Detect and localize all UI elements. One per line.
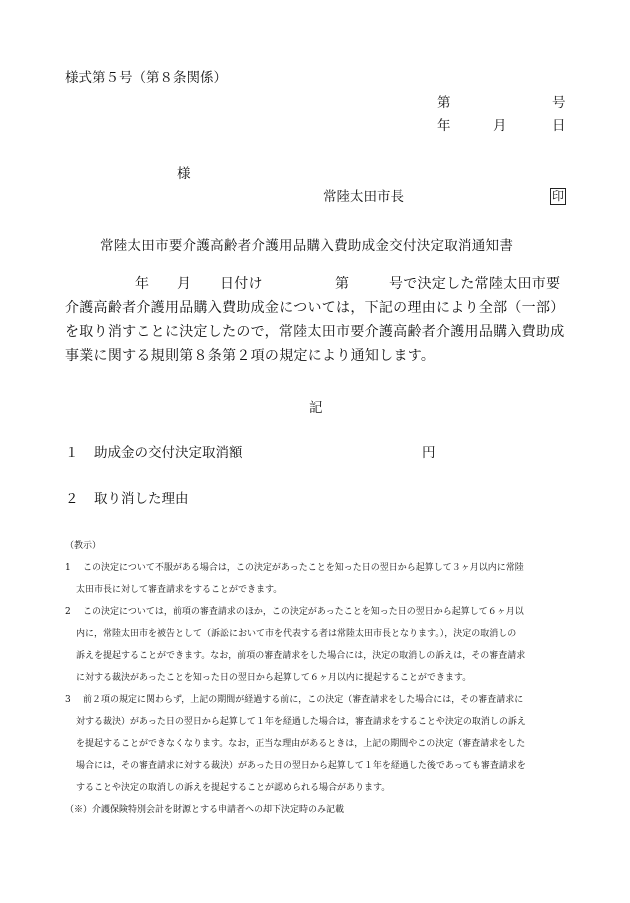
- notice-line: この決定について不服がある場合は，この決定があったことを知った日の翌日から起算して３ヶ月以内に常陸: [83, 563, 524, 573]
- seal-mark: [550, 185, 566, 205]
- doc-number-suffix: 号: [552, 95, 566, 111]
- notice-line: 内に，常陸太田市を被告として（訴訟において市を代表する者は常陸太田市長となります。），決定の取消しの: [76, 629, 517, 639]
- item1-number: １: [65, 445, 79, 461]
- item1-unit: 円: [422, 445, 436, 461]
- notice-line: に対する裁決があったことを知った日の翌日から起算して６ヶ月以内に提起することができます。: [76, 673, 472, 683]
- date-day: 日: [552, 118, 566, 134]
- notice-line: することや決定の取消しの訴えを提起することが認められる場合があります。: [76, 783, 391, 793]
- body-dated: 日付け: [220, 276, 263, 292]
- body-decided: 号で決定した常陸太田市要: [389, 276, 561, 292]
- date-year: 年: [437, 118, 451, 134]
- body-no: 第: [335, 276, 350, 292]
- item2-number: ２: [65, 491, 79, 507]
- form-number: 様式第５号（第８条関係）: [65, 70, 227, 86]
- notice-heading: （教示）: [65, 541, 102, 551]
- notice-line: 場合には，その審査請求に対する裁決）があった日の翌日から起算して１年を経過した後であっても審査請求を: [76, 761, 526, 771]
- notice-line: 前２項の規定に関わらず，上記の期間が経過する前に，この決定（審査請求をした場合には，その審査請求に: [83, 695, 524, 705]
- body-line-4: 事業に関する規則第８条第２項の規定により通知します。: [65, 348, 436, 364]
- recipient-suffix: 様: [177, 166, 191, 182]
- body-line-2: 介護高齢者介護用品購入費助成金については，下記の理由により全部（一部）: [65, 300, 565, 316]
- notice-line: 太田市長に対して審査請求をすることができます。: [76, 585, 283, 595]
- notice-line: この決定については，前項の審査請求のほか，この決定があったことを知った日の翌日から起算して６ヶ月以: [83, 607, 524, 617]
- issuer-name: 常陸太田市長: [323, 189, 404, 205]
- notice-item-2: [65, 601, 570, 623]
- ki-marker: 記: [309, 400, 323, 416]
- notice-line: 訴えを提起することができます。なお，前項の審査請求をした場合には，決定の取消しの訴えは，その審査請求: [76, 651, 526, 661]
- body-year: 年: [135, 276, 150, 292]
- notice-section: [65, 535, 570, 821]
- body-line-1: [65, 272, 570, 296]
- body-line-3: を取り消すことに決定したので，常陸太田市要介護高齢者介護用品購入費助成: [65, 324, 565, 340]
- notice-item-3: [65, 689, 570, 711]
- body-paragraph: [65, 272, 570, 368]
- notice-item-1: [65, 557, 570, 579]
- doc-number-prefix: 第: [437, 95, 451, 111]
- seal-label: 印: [552, 189, 565, 203]
- body-month: 月: [177, 276, 192, 292]
- item2-label: 取り消した理由: [94, 491, 189, 507]
- notice-line: を提起することができなくなります。なお，正当な理由があるときは，上記の期間やこの決定（審査請求をした: [76, 739, 526, 749]
- document-title: 常陸太田市要介護高齢者介護用品購入費助成金交付決定取消通知書: [100, 238, 514, 254]
- notice-line: 対する裁決）があった日の翌日から起算して１年を経過した場合は，審査請求をすることや決定の取消しの訴え: [76, 717, 526, 727]
- notice-item-number: 1: [65, 563, 71, 573]
- item1-label: 助成金の交付決定取消額: [94, 445, 243, 461]
- date-month: 月: [493, 118, 507, 134]
- notice-item-number: 2: [65, 607, 71, 617]
- notice-footnote: （※）介護保険特別会計を財源とする申請者への却下決定時のみ記載: [65, 805, 345, 815]
- notice-item-number: 3: [65, 695, 71, 705]
